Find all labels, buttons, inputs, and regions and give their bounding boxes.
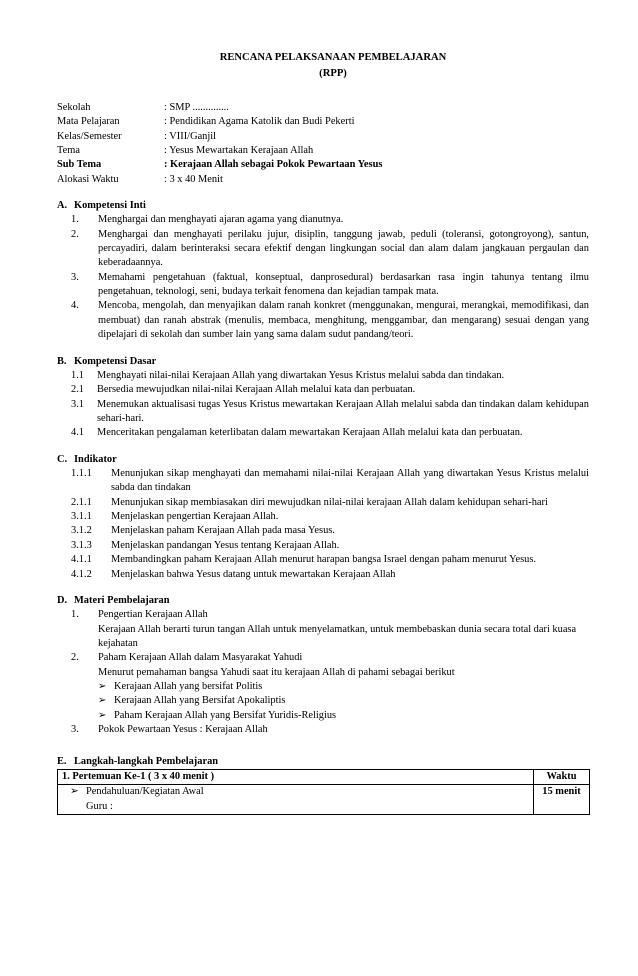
time-header: Waktu <box>534 769 590 784</box>
list-item: 3.1.2 Menjelaskan paham Kerajaan Allah pada masa Yesus. <box>71 525 335 537</box>
title-line-1: RENCANA PELAKSANAAN PEMBELAJARAN <box>219 52 447 63</box>
activity-cell: ➢ Pendahuluan/Kegiatan Awal Guru : <box>58 785 534 815</box>
time-cell: 15 menit <box>534 785 590 815</box>
document-page <box>57 50 589 815</box>
bullet-item: ➢ Paham Kerajaan Allah yang Bersifat Yuridis-Religius <box>98 709 589 723</box>
info-row: Sub Tema : Kerajaan Allah sebagai Pokok Pewartaan Yesus <box>57 159 383 171</box>
section-heading: E. Langkah-langkah Pembelajaran <box>57 755 219 767</box>
list-item: 3. Pokok Pewartaan Yesus : Kerajaan Allah <box>71 724 268 736</box>
list-item: 2. Menghargai dan menghayati perilaku jujur, disiplin, tanggung jawab, peduli (toleransi, gotongroyong), santun, percayadiri, dalam berinteraksi secara efektif dengan lingkungan social dan alam dalam jangkauan pergaulan dan keberadaannya. <box>71 228 589 269</box>
table-header-row <box>58 769 590 784</box>
info-row: Mata Pelajaran : Pendidikan Agama Katolik dan Budi Pekerti <box>57 116 355 128</box>
identity-block <box>57 101 589 187</box>
section-kompetensi-dasar <box>57 355 589 441</box>
section-kompetensi-inti <box>57 199 589 343</box>
list-item: 2.1.1 Menunjukan sikap membiasakan diri mewujudkan nilai-nilai kerajaan Allah dalam kehidupan sehari-hari <box>71 496 548 508</box>
list-item: 2. Paham Kerajaan Allah dalam Masyarakat Yahudi <box>71 652 303 664</box>
section-heading: B. Kompetensi Dasar <box>57 355 157 367</box>
table-row <box>58 785 590 815</box>
section-materi <box>57 594 589 738</box>
section-heading: D. Materi Pembelajaran <box>57 594 170 606</box>
section-heading: C. Indikator <box>57 453 117 465</box>
arrow-bullet-icon: ➢ <box>98 681 107 693</box>
list-item: 4.1 Menceritakan pengalaman keterlibatan dalam mewartakan Kerajaan Allah melalui kata dan perbuatan. <box>71 427 523 439</box>
materi-body: Kerajaan Allah berarti turun tangan Allah untuk menyelamatkan, untuk membebaskan dunia secara total dari kuasa kejahatan <box>98 623 577 649</box>
document-title <box>77 50 589 82</box>
bullet-item: ➢ Kerajaan Allah yang Bersifat Apokaliptis <box>98 694 589 708</box>
list-item: 2.1 Bersedia mewujudkan nilai-nilai Kerajaan Allah melalui kata dan perbuatan. <box>71 384 416 396</box>
list-item: 3.1.3 Menjelaskan pandangan Yesus tentang Kerajaan Allah. <box>71 539 340 551</box>
list-item: 1. Menghargai dan menghayati ajaran agama yang dianutnya. <box>71 214 344 226</box>
list-item: 1.1 Menghayati nilai-nilai Kerajaan Allah yang diwartakan Yesus Kristus melalui sabda dan tindakan. <box>71 369 505 381</box>
section-heading: A. Kompetensi Inti <box>57 199 146 211</box>
meeting-header: 1. Pertemuan Ke-1 ( 3 x 40 menit ) <box>58 769 534 784</box>
info-row: Tema : Yesus Mewartakan Kerajaan Allah <box>57 144 314 156</box>
bullet-item: ➢ Kerajaan Allah yang bersifat Politis <box>98 680 589 694</box>
arrow-bullet-icon: ➢ <box>98 709 107 721</box>
list-item: 4.1.1 Membandingkan paham Kerajaan Allah menurut harapan bangsa Israel dengan paham menurut Yesus. <box>71 554 537 566</box>
list-item: 3. Memahami pengetahuan (faktual, konseptual, danprosedural) berdasarkan rasa ingin tahunya tentang ilmu pengetahuan, teknologi, seni, budaya terkait fenomena dan kejadian tampak mata. <box>71 271 589 298</box>
list-item: 4.1.2 Menjelaskan bahwa Yesus datang untuk mewartakan Kerajaan Allah <box>71 568 396 580</box>
arrow-bullet-icon: ➢ <box>98 695 107 707</box>
section-langkah <box>57 755 589 815</box>
info-row: Kelas/Semester : VIII/Ganjil <box>57 130 217 142</box>
list-item: 3.1.1 Menjelaskan pengertian Kerajaan Allah. <box>71 511 279 523</box>
info-row: Sekolah : SMP .............. <box>57 101 229 113</box>
materi-body: Menurut pemahaman bangsa Yahudi saat itu kerajaan Allah di pahami sebagai berikut <box>98 666 455 678</box>
list-item: 1.1.1 Menunjukan sikap menghayati dan memahami nilai-nilai Kerajaan Allah yang diwartakan Yesus Kristus melalui sabda dan tindakan <box>71 468 589 494</box>
list-item: 4. Mencoba, mengolah, dan menyajikan dalam ranah konkret (menggunakan, mengurai, merangkai, memodifikasi, dan membuat) dan ranah abstrak (menulis, membaca, menghitung, menggambar, dan mengarang) sesuai dengan yang dipelajari di sekolah dan sumber lain yang sama dalam sudut pandang/teori. <box>71 300 589 341</box>
info-row: Alokasi Waktu : 3 x 40 Menit <box>57 173 223 185</box>
list-item: 3.1 Menemukan aktualisasi tugas Yesus Kristus mewartakan Kerajaan Allah melalui sabda dan tindakan dalam kehidupan sehari-hari. <box>71 398 589 424</box>
title-line-2: (RPP) <box>319 67 347 79</box>
section-indikator <box>57 453 589 582</box>
arrow-bullet-icon: ➢ <box>70 786 79 798</box>
list-item: 1. Pengertian Kerajaan Allah <box>71 609 208 621</box>
lesson-steps-table <box>57 769 590 815</box>
